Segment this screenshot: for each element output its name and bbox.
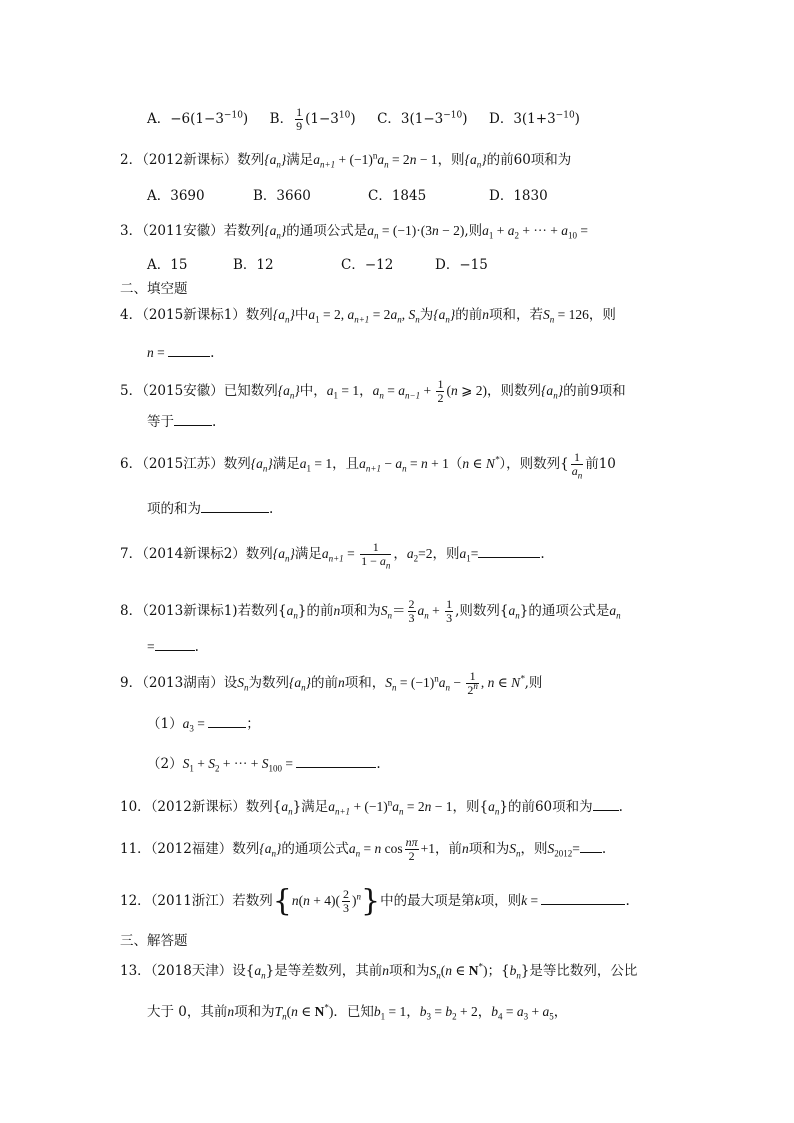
q10-answer-blank[interactable] xyxy=(593,797,619,811)
q5-stem: 5．（2015安徽）已知数列$\{a_n\}$中，$a_1 = 1$，$a_n = a_{n-1}$ + $\frac{1}{2}$ (n ⩾ 2)，则数列$\{a_n\}$的前9项和 xyxy=(120,377,626,405)
q1-options xyxy=(147,106,580,133)
q2-option-c: C．1845 xyxy=(368,188,427,204)
q11-answer-blank[interactable] xyxy=(580,839,602,853)
q2-option-a: A．3690 xyxy=(147,188,205,204)
q1-option-b: B． $\frac{1}{9}$ $(1-3^{10})$ xyxy=(269,105,356,133)
q2-stem: 2．（2012新课标）数列$\{a_n\}$满足$a_{n+1} + (-1)^na_n = 2n - 1$，则$\{a_n\}$的前60项和为 xyxy=(120,150,572,170)
q9-sub1: $(1)a_3$ = ； xyxy=(147,716,260,734)
q1-option-d: D．$3(1+3^{-10})$ xyxy=(489,110,580,127)
section-solve-title: 三、解答题 xyxy=(120,933,188,949)
q10-stem: 10．（2012新课标）数列$\{a_n\}$满足$a_{n+1} + (-1)^na_n = 2n - 1$，则$\{a_n\}$的前60项和为 . xyxy=(120,797,623,817)
q9-sub2: $(2)S_1 + S_2$ + ··· + $S_{100}$ = . xyxy=(147,756,381,774)
q7-answer-blank[interactable] xyxy=(478,544,540,558)
q1-option-c: C．$3(1-3^{-10})$ xyxy=(377,110,468,127)
q5-answer-blank[interactable] xyxy=(174,412,212,426)
q6-answer-blank[interactable] xyxy=(201,499,269,513)
q4-stem: 4．（2015新课标1）数列$\{a_n\}$中$a_1 = 2$, $a_{n+1} = 2a_n$, $S_n$为$\{a_n\}$的前n项和，若$S_n = 126$，则 xyxy=(120,307,616,325)
q9-sub1-answer-blank[interactable] xyxy=(208,714,246,728)
q13-stem-line1: 13．（2018天津）设$\{a_n\}$是等差数列，其前n项和为$S_n(n$ ∈ N*)；$\{b_n\}$是等比数列，公比 xyxy=(120,961,638,981)
q5-answer-line: 等于 . xyxy=(147,414,217,430)
q3-option-a: A．15 xyxy=(147,257,188,273)
q8-answer-blank[interactable] xyxy=(155,637,195,651)
q2-option-d: D．1830 xyxy=(489,188,548,204)
q1-option-a: A．$-6(1-3^{-10})$ xyxy=(147,110,249,127)
q8-stem: 8．（2013新课标1)若数列$\{a_n\}$的前n项和为$S_n=$ $\frac{2}{3}$ $a_n$ + $\frac{1}{3}$ ,则数列$\{a_n\}$的通项公式是$a_n$ xyxy=(120,597,621,625)
q2-option-b: B．3660 xyxy=(253,188,311,204)
q9-stem: 9．（2013湖南）设$S_n$为数列$\{a_n\}$的前n项和，$S_n = (-1)^na_n$ − $\frac{1}{2^n}$ , n ∈ N*,则 xyxy=(120,669,543,697)
q3-option-b: B．12 xyxy=(233,257,274,273)
q6-stem: 6．（2015江苏）数列$\{a_n\}$满足$a_1 = 1$，且$a_{n+1} - a_n = n + 1(n$ ∈ N*），则数列{ $\frac{1}{a_n}$ 前10 xyxy=(120,450,616,481)
q3-option-c: C．−12 xyxy=(341,257,394,273)
q8-answer-line: = . xyxy=(147,639,199,655)
q12-answer-blank[interactable] xyxy=(541,891,625,905)
q11-stem: 11．（2012福建）数列$\{a_n\}$的通项公式$a_n = n$ cos $\frac{n\pi}{2}$ +1，前n项和为$S_n$，则$S_{2012}=$ . xyxy=(120,835,607,863)
q3-stem: 3．（2011安徽）若数列$\{a_n\}$的通项公式是$a_n = (-1)\cdot(3n - 2)$,则$a_1 + a_2$ + ··· + $a_{10}$ = xyxy=(120,223,588,241)
q13-stem-line2: 大于 0，其前n项和为$T_n(n$ ∈ N*)．已知$b_1 = 1$，$b_3 = b_2 + 2$，$b_4 = a_3 + a_5$， xyxy=(147,1002,568,1022)
q4-answer-blank[interactable] xyxy=(168,343,210,357)
q3-option-d: D．−15 xyxy=(435,257,488,273)
q9-sub2-answer-blank[interactable] xyxy=(296,754,376,768)
q7-stem: 7．（2014新课标2）数列$\{a_n\}$满足$a_{n+1}$ = $\frac{1}{1 - a_n}$ ，$a_2=2$，则$a_1=$ . xyxy=(120,540,545,571)
section-fill-blank-title: 二、填空题 xyxy=(120,281,188,297)
q4-answer-line: n = . xyxy=(147,345,215,361)
q12-stem: 12．（2011浙江）若数列{n(n + 4)( $\frac{2}{3}$ )$^n$}中的最大项是第k项，则k = . xyxy=(120,883,630,919)
q6-answer-line: 项的和为 . xyxy=(147,501,274,517)
